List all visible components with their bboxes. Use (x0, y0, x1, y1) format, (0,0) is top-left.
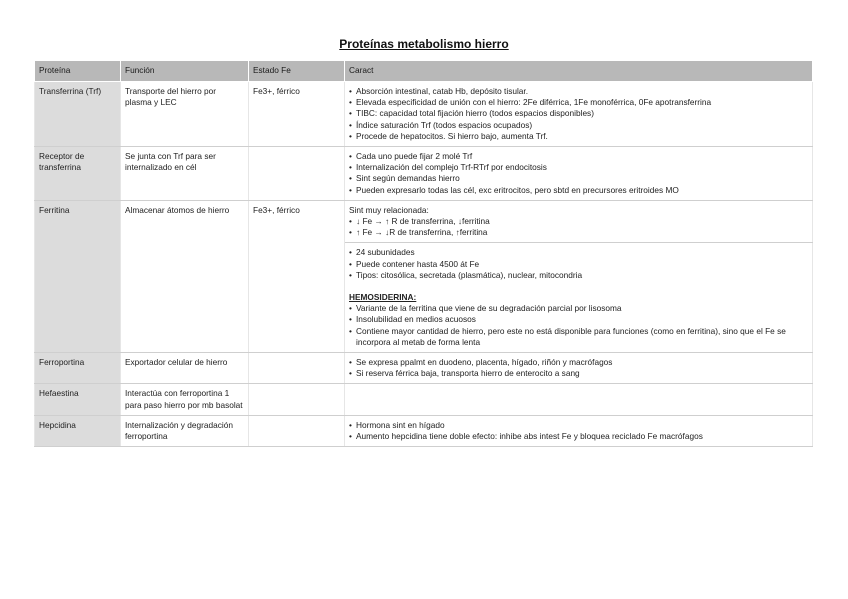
header-protein: Proteína (35, 61, 121, 82)
fe-state-cell (249, 147, 345, 201)
table-row (35, 384, 813, 415)
caract-cell (345, 200, 813, 243)
function-cell: Exportador celular de hierro (121, 353, 249, 384)
protein-cell: Receptor de transferrina (35, 147, 121, 201)
list-item: • Procede de hepatocitos. Si hierro bajo, aumenta Trf. (349, 131, 808, 142)
caract-cell (345, 82, 813, 147)
list-item: • Tipos: citosólica, secretada (plasmática), nuclear, mitocondria (349, 270, 808, 281)
fe-state-cell: Fe3+, férrico (249, 200, 345, 352)
list-item: • Cada uno puede fijar 2 molé Trf (349, 151, 808, 162)
list-item: • Contiene mayor cantidad de hierro, pero este no está disponible para funciones (como en ferritina), sino que el Fe se incorpora al metab de forma lenta (349, 326, 808, 348)
fe-state-cell (249, 353, 345, 384)
table-row (35, 82, 813, 147)
list-item: • 24 subunidades (349, 247, 808, 258)
fe-state-cell: Fe3+, férrico (249, 82, 345, 147)
protein-cell: Hefaestina (35, 384, 121, 415)
fe-state-cell (249, 384, 345, 415)
function-cell: Interactúa con ferroportina 1 para paso hierro por mb basolat (121, 384, 249, 415)
list-item: • Se expresa ppalmt en duodeno, placenta, hígado, riñón y macrófagos (349, 357, 808, 368)
function-cell: Se junta con Trf para ser internalizado en cél (121, 147, 249, 201)
header-fe-state: Estado Fe (249, 61, 345, 82)
caract-cell (345, 353, 813, 384)
caract-cell (345, 147, 813, 201)
list-item: • Índice saturación Trf (todos espacios ocupados) (349, 120, 808, 131)
caract-cell (345, 384, 813, 415)
table-row (35, 415, 813, 446)
proteins-table (34, 60, 813, 447)
list-item: • Insolubilidad en medios acuosos (349, 314, 808, 325)
caract-cell (345, 243, 813, 353)
function-cell: Almacenar átomos de hierro (121, 200, 249, 352)
list-item: • Si reserva férrica baja, transporta hierro de enterocito a sang (349, 368, 808, 379)
list-item: • ↑ Fe → ↓R de transferrina, ↑ferritina (349, 227, 808, 238)
list-item: • Absorción intestinal, catab Hb, depósito tisular. (349, 86, 808, 97)
list-item: • Aumento hepcidina tiene doble efecto: inhibe abs intest Fe y bloquea reciclado Fe macrófagos (349, 431, 808, 442)
list-item: • Internalización del complejo Trf-RTrf por endocitosis (349, 162, 808, 173)
table-header-row (35, 61, 813, 82)
list-item: • Variante de la ferritina que viene de su degradación parcial por lisosoma (349, 303, 808, 314)
list-item: • Elevada especificidad de unión con el hierro: 2Fe diférrica, 1Fe monoférrica, 0Fe apotransferrina (349, 97, 808, 108)
protein-cell: Ferritina (35, 200, 121, 352)
list-item: • Puede contener hasta 4500 át Fe (349, 259, 808, 270)
list-item: • Hormona sint en hígado (349, 420, 808, 431)
table-row (35, 200, 813, 243)
header-function: Función (121, 61, 249, 82)
hemosiderina-heading: HEMOSIDERINA: (349, 292, 417, 303)
caract-intro: Sint muy relacionada: (349, 204, 429, 215)
protein-cell: Hepcidina (35, 415, 121, 446)
table-row (35, 147, 813, 201)
list-item: • TIBC: capacidad total fijación hierro (todos espacios disponibles) (349, 108, 808, 119)
table-row (35, 353, 813, 384)
list-item: • ↓ Fe → ↑ R de transferrina, ↓ferritina (349, 216, 808, 227)
caract-cell (345, 415, 813, 446)
fe-state-cell (249, 415, 345, 446)
page-title: Proteínas metabolismo hierro (339, 37, 509, 51)
protein-cell: Ferroportina (35, 353, 121, 384)
list-item: • Pueden expresarlo todas las cél, exc eritrocitos, pero sbtd en precursores eritroides MO (349, 185, 808, 196)
function-cell: Internalización y degradación ferroportina (121, 415, 249, 446)
function-cell: Transporte del hierro por plasma y LEC (121, 82, 249, 147)
list-item: • Sint según demandas hierro (349, 173, 808, 184)
header-caract: Caract (345, 61, 813, 82)
protein-cell: Transferrina (Trf) (35, 82, 121, 147)
